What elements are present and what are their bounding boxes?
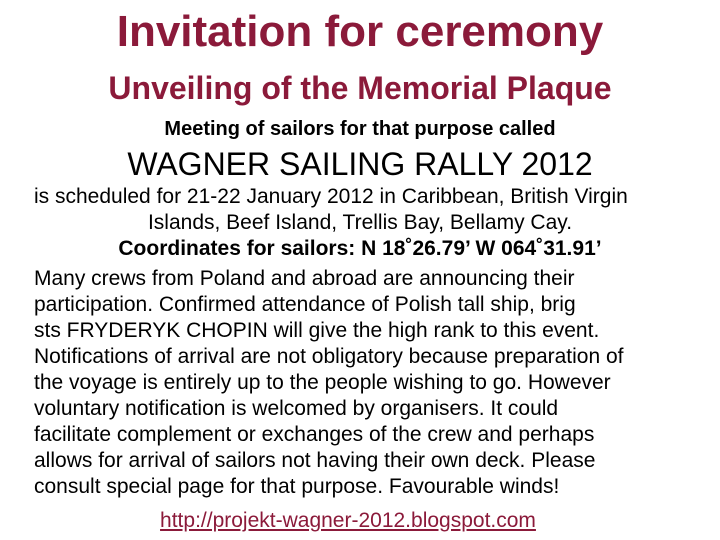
body-line: allows for arrival of sailors not having their own deck. Please (34, 449, 596, 472)
coordinates-line: Coordinates for sailors: N 18˚26.79’ W 064˚31.91’ (118, 237, 602, 260)
schedule-line-1: is scheduled for 21-22 January 2012 in Caribbean, British Virgin (34, 185, 628, 208)
body-line: sts FRYDERYK CHOPIN will give the high rank to this event. (34, 319, 600, 342)
blog-link[interactable]: http://projekt-wagner-2012.blogspot.com (160, 509, 536, 532)
body-line: voluntary notification is welcomed by organisers. It could (34, 397, 559, 420)
meeting-text: Meeting of sailors for that purpose called (164, 118, 556, 140)
schedule-line-2: Islands, Beef Island, Trellis Bay, Bellamy Cay. (147, 211, 573, 234)
body-line: participation. Confirmed attendance of Polish tall ship, brig (34, 293, 576, 316)
body-line: Many crews from Poland and abroad are announcing their (34, 267, 575, 290)
body-line: consult special page for that purpose. Favourable winds! (34, 475, 560, 498)
body-line: Notifications of arrival are not obligatory because preparation of (34, 345, 624, 368)
blog-link-row (0, 508, 720, 534)
invitation-title: Invitation for ceremony (116, 7, 604, 56)
plaque-subtitle: Unveiling of the Memorial Plaque (108, 70, 612, 106)
body-line: facilitate complement or exchanges of the crew and perhaps (34, 423, 595, 446)
rally-name: WAGNER SAILING RALLY 2012 (127, 146, 593, 182)
body-line: the voyage is entirely up to the people wishing to go. However (34, 371, 611, 394)
